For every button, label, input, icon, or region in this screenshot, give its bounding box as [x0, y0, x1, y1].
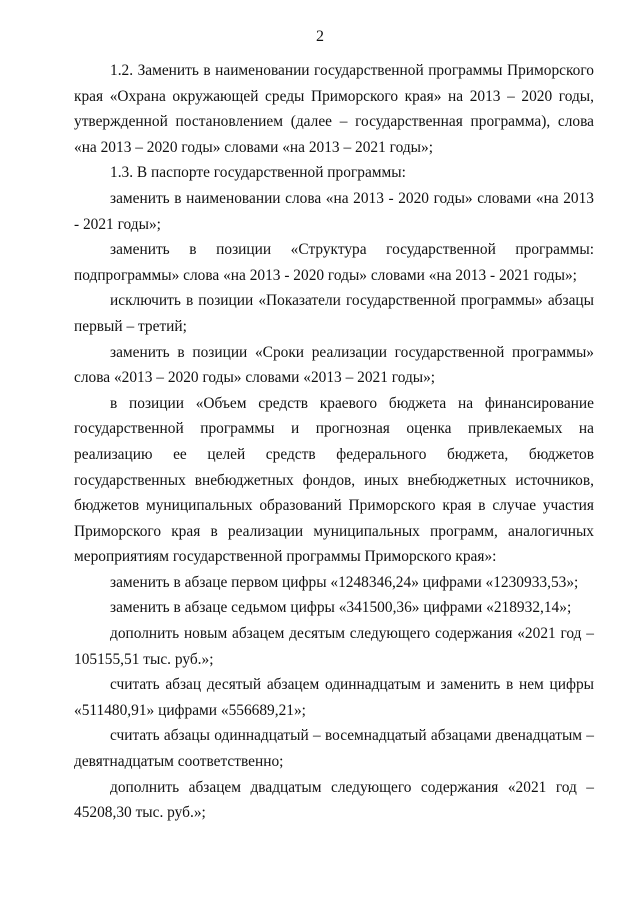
paragraph: дополнить абзацем двадцатым следующего содержания «2021 год – 45208,30 тыс. руб.»; [74, 778, 594, 822]
paragraph: заменить в абзаце первом цифры «1248346,24» цифрами «1230933,53»; [110, 573, 579, 591]
paragraph: 1.2. Заменить в наименовании государственной программы Приморского края «Охрана окружающей среды Приморского края» на 2013 – 2020 годы, утвержденной постановлением (далее – государственная программа), слова «на 2013 – 2020 годы» словами «на 2013 – 2021 годы»; [74, 62, 594, 156]
paragraph: заменить в позиции «Сроки реализации государственной программы» слова «2013 – 2020 годы» словами «2013 – 2021 годы»; [74, 343, 594, 387]
paragraph: исключить в позиции «Показатели государственной программы» абзацы первый – третий; [74, 292, 594, 335]
document-body [74, 58, 594, 826]
paragraph: заменить в позиции «Структура государственной программы: подпрограммы» слова «на 2013 - 2020 годы» словами «на 2013 - 2021 годы»; [74, 241, 594, 284]
page-number: 2 [316, 28, 324, 45]
paragraph: заменить в наименовании слова «на 2013 - 2020 годы» словами «на 2013 - 2021 годы»; [74, 189, 594, 233]
paragraph: 1.3. В паспорте государственной программы: [110, 164, 406, 182]
paragraph: считать абзацы одиннадцатый – восемнадцатый абзацами двенадцатым – девятнадцатым соответственно; [74, 727, 594, 771]
paragraph: в позиции «Объем средств краевого бюджета на финансирование государственной программы и прогнозная оценка привлекаемых на реализацию ее целей средств федерального бюджета, бюджетов государственных внебюджетных фондов, иных внебюджетных источников, бюджетов муниципальных образований Приморского края в случае участия Приморского края в реализации муниципальных программ, аналогичных мероприятиям государственной программы Приморского края»: [74, 394, 594, 566]
paragraph: дополнить новым абзацем десятым следующего содержания «2021 год – 105155,51 тыс. руб.»; [74, 625, 594, 668]
paragraph: заменить в абзаце седьмом цифры «341500,36» цифрами «218932,14»; [110, 599, 572, 617]
paragraph: считать абзац десятый абзацем одиннадцатым и заменить в нем цифры «511480,91» цифрами «556689,21»; [74, 676, 594, 719]
